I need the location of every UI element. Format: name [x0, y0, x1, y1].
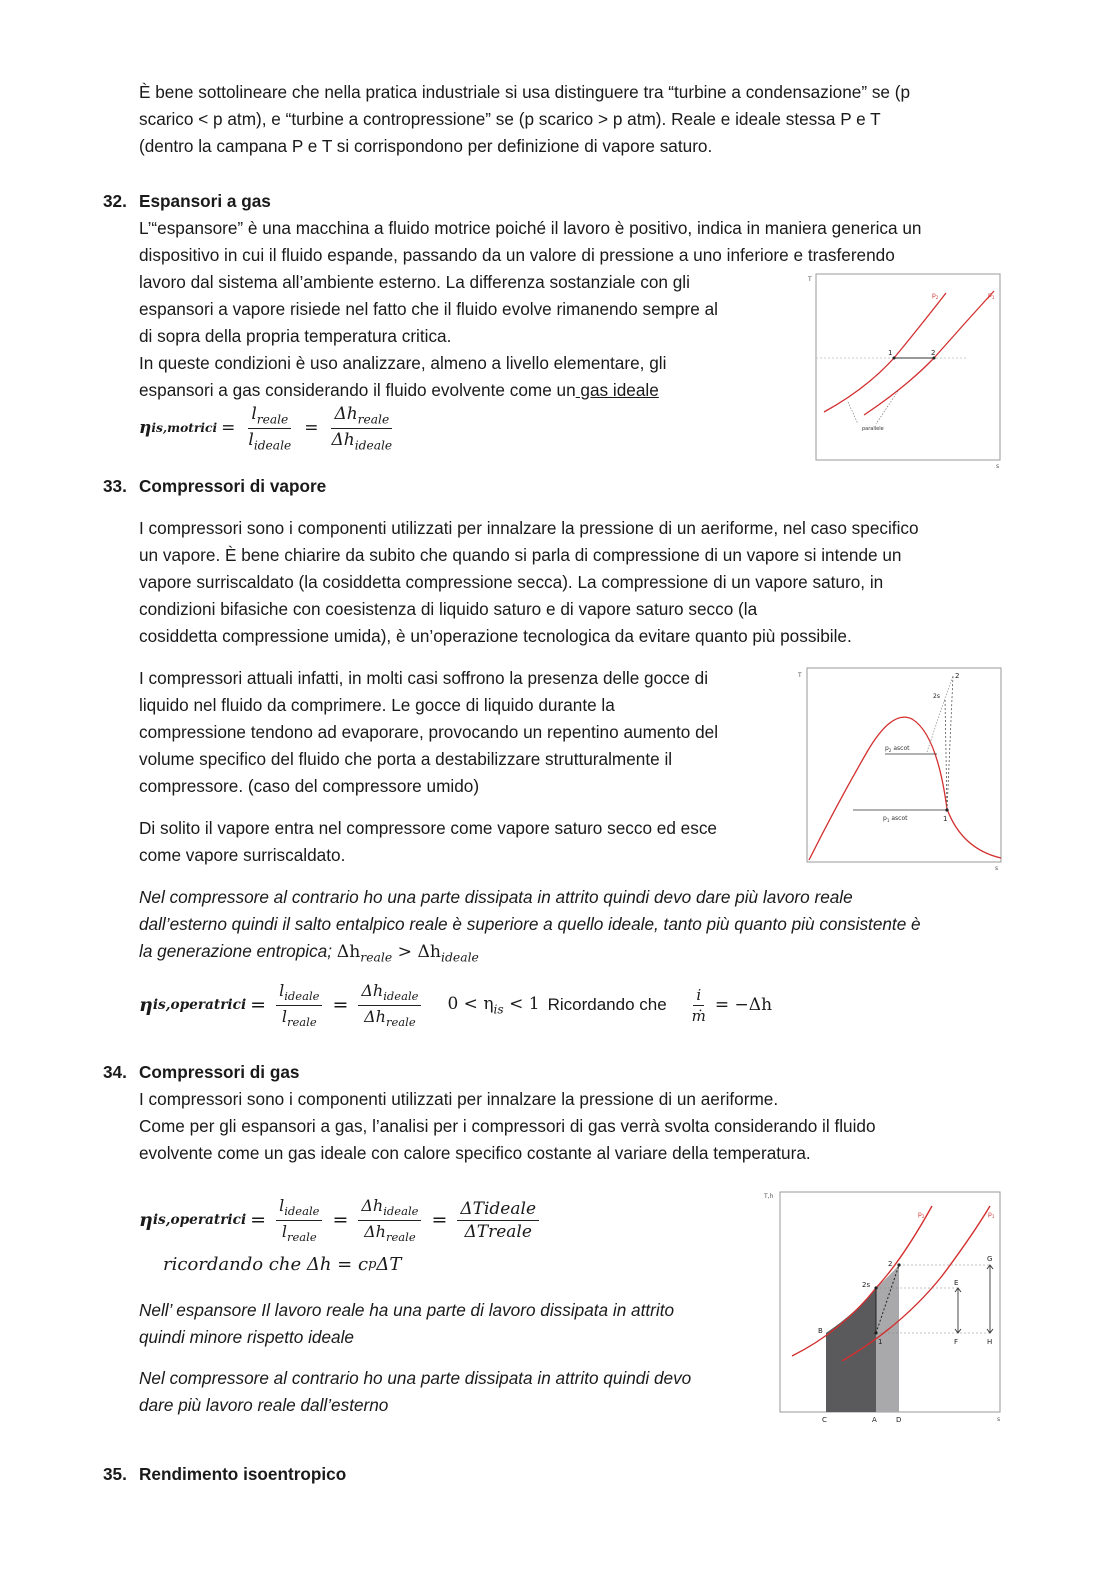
state-point-1	[893, 357, 896, 360]
section-title: Compressori di vapore	[139, 476, 327, 496]
annotation-leader	[876, 391, 898, 424]
section-number: 35.	[103, 1464, 127, 1484]
section-heading-32	[103, 188, 271, 215]
text-line: scarico < p atm), e “turbine a contropressione” se (p scarico > p atm). Reale e ideale stessa P e T	[139, 109, 881, 129]
real-compression	[947, 676, 953, 810]
point-label-2: 2	[888, 1260, 893, 1268]
isobar-label-p1: $p_1$	[988, 292, 995, 300]
fraction-l: $\frac{l_{ideale}}{l_{reale}}$	[276, 981, 322, 1028]
text-fragment: espansori a gas considerando il fluido evolvente come un	[139, 380, 576, 400]
reale-sub: reale	[357, 412, 390, 427]
section-number: 32.	[103, 191, 127, 211]
annotation-parallele: parallele	[862, 426, 884, 432]
isobar-p1	[864, 291, 994, 415]
section-heading-35	[103, 1461, 346, 1488]
point-label-b: B	[818, 1327, 823, 1335]
text-line: dare più lavoro reale dall’esterno	[139, 1395, 389, 1415]
text-line: L’“espansore” è una macchina a fluido motrice poiché il lavoro è positivo, indica in maniera generica un	[139, 218, 922, 238]
isobar-label-p1: $p_1$ ascot	[883, 815, 908, 823]
text-line: lavoro dal sistema all’ambiente esterno. La differenza sostanziale con gli	[139, 272, 690, 292]
isobar-p2	[824, 293, 946, 412]
ideale-sub: ideale	[253, 437, 292, 452]
text-line: (dentro la campana P e T si corrispondono per definizione di vapore saturo.	[139, 136, 713, 156]
text-line: la generazione entropica; $\Delta h_{reale} > \Delta h_{ideale}$	[139, 941, 479, 965]
ricordando-text: Ricordando che	[547, 995, 667, 1014]
axis-label-s: s	[997, 1416, 1001, 1423]
text-line: evolvente come un gas ideale con calore specifico costante al variare della temperatura.	[139, 1143, 811, 1163]
text-fragment: la generazione entropica;	[139, 941, 337, 961]
x-label-a: A	[872, 1416, 877, 1424]
text-line: cosiddetta compressione umida), è un’operazione tecnologica da evitare quanto più possibile.	[139, 626, 852, 646]
plot-frame	[807, 668, 1001, 862]
formula-rhs: = −Δh	[714, 995, 773, 1015]
text-line: In queste condizioni è uso analizzare, almeno a livello elementare, gli	[139, 353, 667, 373]
reale-sub: reale	[256, 412, 289, 427]
x-label-c: C	[822, 1416, 827, 1424]
formula-eta-gas-compressor: η is,operatrici = $\frac{l_{ideale}}{l_{reale}}$ = $\frac{\Delta h_{ideale}}{\Delta h_{reale}}$ = $\frac{\text{ΔTideale}}{\text{ΔTreale}}$	[139, 1192, 545, 1248]
state-point-2s	[874, 1286, 877, 1289]
text-line: espansori a vapore risiede nel fatto che il fluido evolve rimanendo sempre al	[139, 299, 718, 319]
axis-label-s: s	[995, 865, 999, 872]
eta-symbol: η	[139, 1209, 153, 1231]
area-cab	[826, 1288, 876, 1412]
eta-subscript: is,operatrici	[152, 1212, 247, 1228]
text-line: Di solito il vapore entra nel compressore come vapore saturo secco ed esce	[139, 818, 717, 838]
equals-sign: =	[221, 418, 236, 438]
isobar-label-p2: $p_2$ ascot	[885, 745, 910, 753]
text-line: quindi minore rispetto ideale	[139, 1327, 354, 1347]
axis-label-th: T,h	[764, 1193, 774, 1200]
eta-symbol: η	[139, 418, 152, 438]
text-line: un vapore. È bene chiarire da subito che quando si parla di compressione di un vapore si intende un	[139, 545, 902, 565]
point-label-g: G	[987, 1255, 993, 1263]
state-point-1	[945, 808, 948, 811]
text-line: come vapore surriscaldato.	[139, 845, 346, 865]
point-label-1: 1	[943, 815, 948, 823]
point-label-1: 1	[888, 349, 893, 357]
text-line: Nel compressore al contrario ho una parte dissipata in attrito quindi devo dare più lavoro reale	[139, 887, 853, 907]
fraction-dh: $\frac{\Delta h_{ideale}}{\Delta h_{reale}}$	[358, 1196, 421, 1243]
isobar-superheat	[927, 676, 953, 752]
section-number: 33.	[103, 476, 127, 496]
eta-subscript: is,operatrici	[152, 997, 247, 1013]
axis-label-t: T	[808, 276, 812, 283]
section-heading-33	[103, 473, 326, 500]
eta-range: $0 < \eta_{is} < 1$	[447, 993, 540, 1017]
point-label-e: E	[954, 1279, 959, 1287]
text-line	[139, 377, 659, 404]
formula-eta-motrici	[139, 402, 401, 454]
point-label-2s: 2s	[933, 693, 940, 700]
isobar-label-p2: $p_2$	[932, 292, 939, 300]
fraction-dh: $\frac{\Delta h_{ideale}}{\Delta h_{reale}}$	[358, 981, 421, 1028]
text-line: Come per gli espansori a gas, l’analisi per i compressori di gas verrà svolta considerando il fluido	[139, 1116, 876, 1136]
text-line: I compressori sono i componenti utilizzati per innalzare la pressione di un aeriforme.	[139, 1089, 779, 1109]
fraction-l: $\frac{l_{ideale}}{l_{reale}}$	[276, 1196, 322, 1243]
text-line: I compressori sono i componenti utilizzati per innalzare la pressione di un aeriforme, nel caso specifico	[139, 518, 919, 538]
text-line: vapore surriscaldato (la cosiddetta compressione secca). La compressione di un vapore saturo, in	[139, 572, 884, 592]
annotation-leader	[848, 402, 858, 424]
state-point-2	[897, 1263, 900, 1266]
vapor-compressor-ts-diagram	[797, 664, 1007, 872]
l-symbol: l	[251, 404, 257, 425]
point-label-f: F	[954, 1338, 959, 1346]
text-line: dall’esterno quindi il salto entalpico reale è superiore a quello ideale, tanto più quanto più consistente è	[139, 914, 921, 934]
isobar-label-p2: $p_2$	[918, 1211, 925, 1219]
x-label-d: D	[896, 1416, 902, 1424]
text-line: volume specifico del fluido che porta a destabilizzare strutturalmente il	[139, 749, 673, 769]
section-title: Compressori di gas	[139, 1062, 300, 1082]
text-line: Nel compressore al contrario ho una parte dissipata in attrito quindi devo	[139, 1368, 692, 1388]
section-title: Espansori a gas	[139, 191, 271, 211]
text-line: I compressori attuali infatti, in molti casi soffrono la presenza delle gocce di	[139, 668, 709, 688]
text-line: compressore. (caso del compressore umido)	[139, 776, 480, 796]
l-symbol: l	[248, 429, 254, 450]
fraction-i-m: $\frac{i}{\text{ṁ}}$	[691, 985, 706, 1025]
plot-frame	[816, 274, 1000, 460]
text-line: compressione tendono ad evaporare, provocando un repentino aumento del	[139, 722, 719, 742]
axis-label-s: s	[996, 463, 1000, 470]
formula-ricordando: ricordando che Δh = c p ΔT	[163, 1253, 402, 1275]
isobar-label-p1: $p_1$	[988, 1211, 995, 1219]
point-label-1: 1	[878, 1338, 883, 1346]
point-label-2s: 2s	[862, 1281, 871, 1289]
equals-sign: =	[304, 418, 319, 438]
text-line: Nell’ espansore Il lavoro reale ha una parte di lavoro dissipata in attrito	[139, 1300, 675, 1320]
fraction-dt: $\frac{\text{ΔTideale}}{\text{ΔTreale}}$	[457, 1199, 539, 1242]
point-label-2: 2	[955, 672, 960, 680]
state-point-1	[874, 1331, 877, 1334]
dh-symbol: Δh	[331, 429, 355, 450]
text-line: È bene sottolineare che nella pratica industriale si usa distinguere tra “turbine a condensazione” se (p	[139, 82, 911, 102]
fraction-dh	[329, 404, 396, 452]
dh-symbol: Δh	[334, 404, 358, 425]
section-title: Rendimento isoentropico	[139, 1464, 347, 1484]
section-heading-34	[103, 1059, 299, 1086]
formula-eta-operatrici: η is,operatrici = $\frac{l_{ideale}}{l_{reale}}$ = $\frac{\Delta h_{ideale}}{\Delta h_{reale}}$ $0 < \eta_{is} < 1$ Ricordando che $\frac{i}{\text{ṁ}}$ = −Δh	[139, 981, 773, 1029]
saturation-dome	[809, 717, 1001, 860]
gas-ideale-link[interactable]: gas ideale	[575, 380, 659, 400]
text-line: condizioni bifasiche con coesistenza di liquido saturo e di vapore saturo secco (la	[139, 599, 758, 619]
text-line: di sopra della propria temperatura critica.	[139, 326, 452, 346]
eta-subscript: is,motrici	[151, 421, 218, 435]
point-label-2: 2	[931, 349, 936, 357]
text-line: dispositivo in cui il fluido espande, passando da un valore di pressione a uno inferiore e trasferendo	[139, 245, 895, 265]
point-label-h: H	[987, 1338, 993, 1346]
ideal-compression	[945, 698, 947, 810]
fraction-l	[245, 404, 294, 452]
axis-label-t: T	[798, 672, 802, 679]
ideale-sub: ideale	[354, 437, 393, 452]
text-line: liquido nel fluido da comprimere. Le gocce di liquido durante la	[139, 695, 615, 715]
eta-symbol: η	[139, 994, 153, 1016]
gas-compressor-ths-diagram	[762, 1186, 1007, 1426]
expander-ts-diagram	[806, 269, 1006, 471]
section-number: 34.	[103, 1062, 127, 1082]
